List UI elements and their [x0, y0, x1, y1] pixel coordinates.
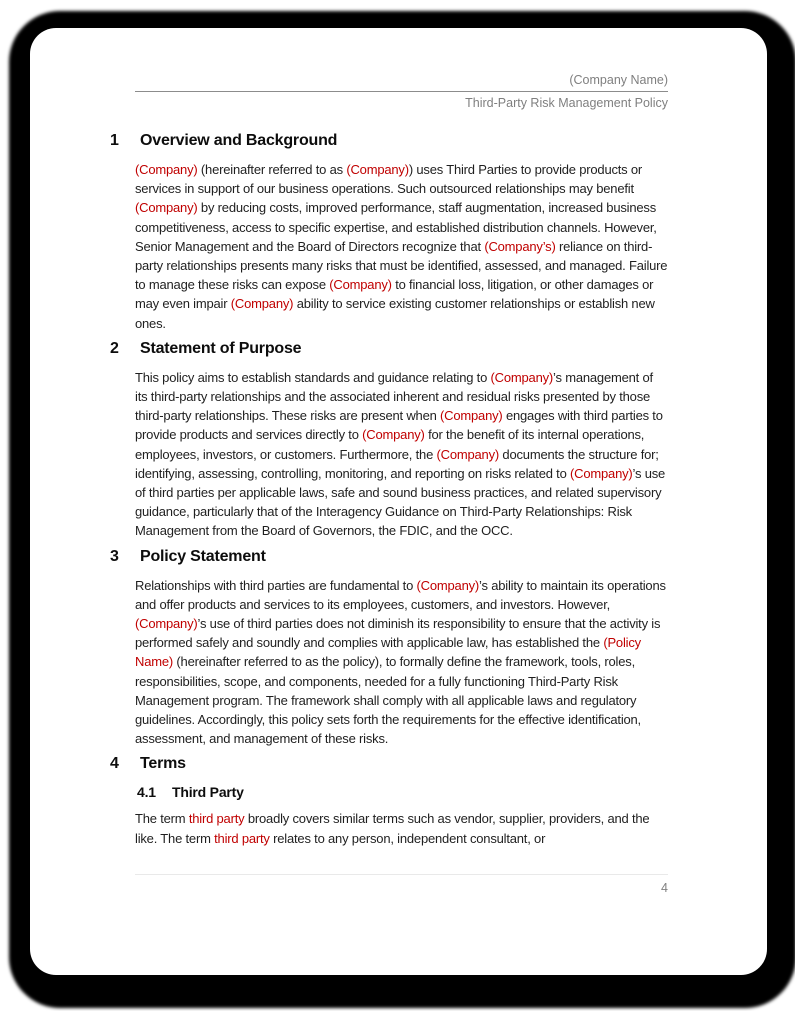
- document-sections: [110, 131, 668, 848]
- header-company-name: (Company Name): [135, 72, 668, 92]
- body-paragraph: [135, 809, 668, 847]
- heading-number: 1: [110, 132, 119, 149]
- section-heading-4: [110, 754, 668, 774]
- text-run: ’s use of third parties per applicable laws, safe and sound business practices, and related supervisory guidance, particularly that of the Interagency Guidance on Third-Party Relationships: Risk Management from the Board of Governors, the FDIC, and the OCC.: [135, 465, 666, 539]
- body-paragraph: [135, 576, 668, 749]
- text-run: reliance on third-party relationships presents many risks that must be identified, assessed, and managed. Failure to manage these risks can expose: [135, 238, 668, 293]
- header-policy-title: Third-Party Risk Management Policy: [465, 96, 668, 110]
- heading-title: Overview and Background: [140, 132, 338, 149]
- red-placeholder: (Company): [416, 577, 480, 593]
- text-run: (hereinafter referred to as: [197, 162, 347, 177]
- heading-title: Third Party: [172, 784, 244, 801]
- section-heading-2: [110, 339, 668, 359]
- text-run: Relationships with third parties are fundamental to: [135, 577, 417, 593]
- document-page: [30, 28, 767, 975]
- page-footer: [135, 874, 668, 895]
- red-placeholder: (Company): [570, 465, 633, 481]
- heading-title: Statement of Purpose: [140, 339, 302, 357]
- text-run: ’s use of third parties does not diminish its responsibility to ensure that the activity is performed safely and soundly and complies with applicable law, has established the: [135, 616, 661, 651]
- red-placeholder: (Company): [230, 296, 294, 312]
- red-placeholder: (Company): [490, 369, 554, 385]
- text-run: to financial loss, litigation, or other damages or may even impair: [135, 277, 654, 312]
- text-run: ability to service existing customer relationships or establish new ones.: [135, 296, 655, 331]
- body-paragraph: [135, 160, 668, 333]
- red-placeholder: (Company): [346, 162, 409, 177]
- red-placeholder: (Company): [440, 408, 503, 424]
- red-placeholder: (Company’s): [484, 238, 556, 254]
- section-heading-1: [110, 131, 668, 151]
- text-run: This policy aims to establish standards and guidance relating to: [135, 369, 491, 385]
- red-placeholder: (Company): [329, 277, 392, 293]
- text-run: ’s ability to maintain its operations and offer products and services to its employees, customers, and investors. However,: [135, 577, 666, 612]
- red-placeholder: (Company): [135, 616, 198, 632]
- text-run: (hereinafter referred to as the policy), to formally define the framework, tools, roles, responsibilities, scope, and components, needed for a fully functioning Third-Party Risk Management program. The framework shall comply with all applicable laws and regulatory guidelines. Accordingly, this policy sets forth the requirements for the effective identification, assessment, and management of these risks.: [135, 654, 641, 747]
- heading-title: Policy Statement: [140, 547, 266, 565]
- heading-number: 3: [110, 547, 119, 565]
- heading-number: 4.1: [137, 784, 156, 801]
- text-run: ) uses Third Parties to provide products or services in support of our business operations. Such outsourced relationships may benefit: [135, 162, 643, 197]
- text-run: broadly covers similar terms such as vendor, supplier, providers, and the like. The term: [135, 811, 650, 846]
- red-placeholder: (Company): [135, 200, 198, 216]
- heading-number: 4: [110, 755, 119, 773]
- text-run: ’s management of its third-party relationships and the associated inherent and residual risks presented by those third-party relationships. These risks are present when: [135, 369, 653, 424]
- text-run: for the benefit of its internal operations, employees, investors, or customers. Furthermore, the: [135, 427, 645, 462]
- red-placeholder: third party: [188, 811, 245, 827]
- text-run: documents the structure for; identifying, assessing, controlling, monitoring, and reporting on risks related to: [135, 446, 659, 481]
- body-paragraph: [135, 368, 668, 541]
- heading-number: 2: [110, 339, 119, 357]
- text-run: engages with third parties to provide products and services directly to: [135, 408, 663, 443]
- red-placeholder: (Company): [436, 446, 500, 462]
- text-run: by reducing costs, improved performance, staff augmentation, increased business competitiveness, access to specific expertise, and established distribution channels. However, Senior Management and the Board of Directors recognize that: [135, 200, 657, 254]
- page-content: [30, 28, 767, 848]
- section-heading-3: [110, 547, 668, 567]
- red-placeholder: (Company): [362, 427, 425, 443]
- red-placeholder: (Company): [135, 162, 198, 177]
- text-run: The term: [135, 811, 189, 827]
- red-placeholder: (Policy Name): [135, 635, 641, 670]
- heading-title: Terms: [140, 755, 186, 773]
- text-run: relates to any person, independent consultant, or: [269, 830, 546, 846]
- section-heading-4.1: [137, 783, 668, 801]
- red-placeholder: third party: [214, 830, 270, 846]
- page-number: 4: [661, 881, 668, 895]
